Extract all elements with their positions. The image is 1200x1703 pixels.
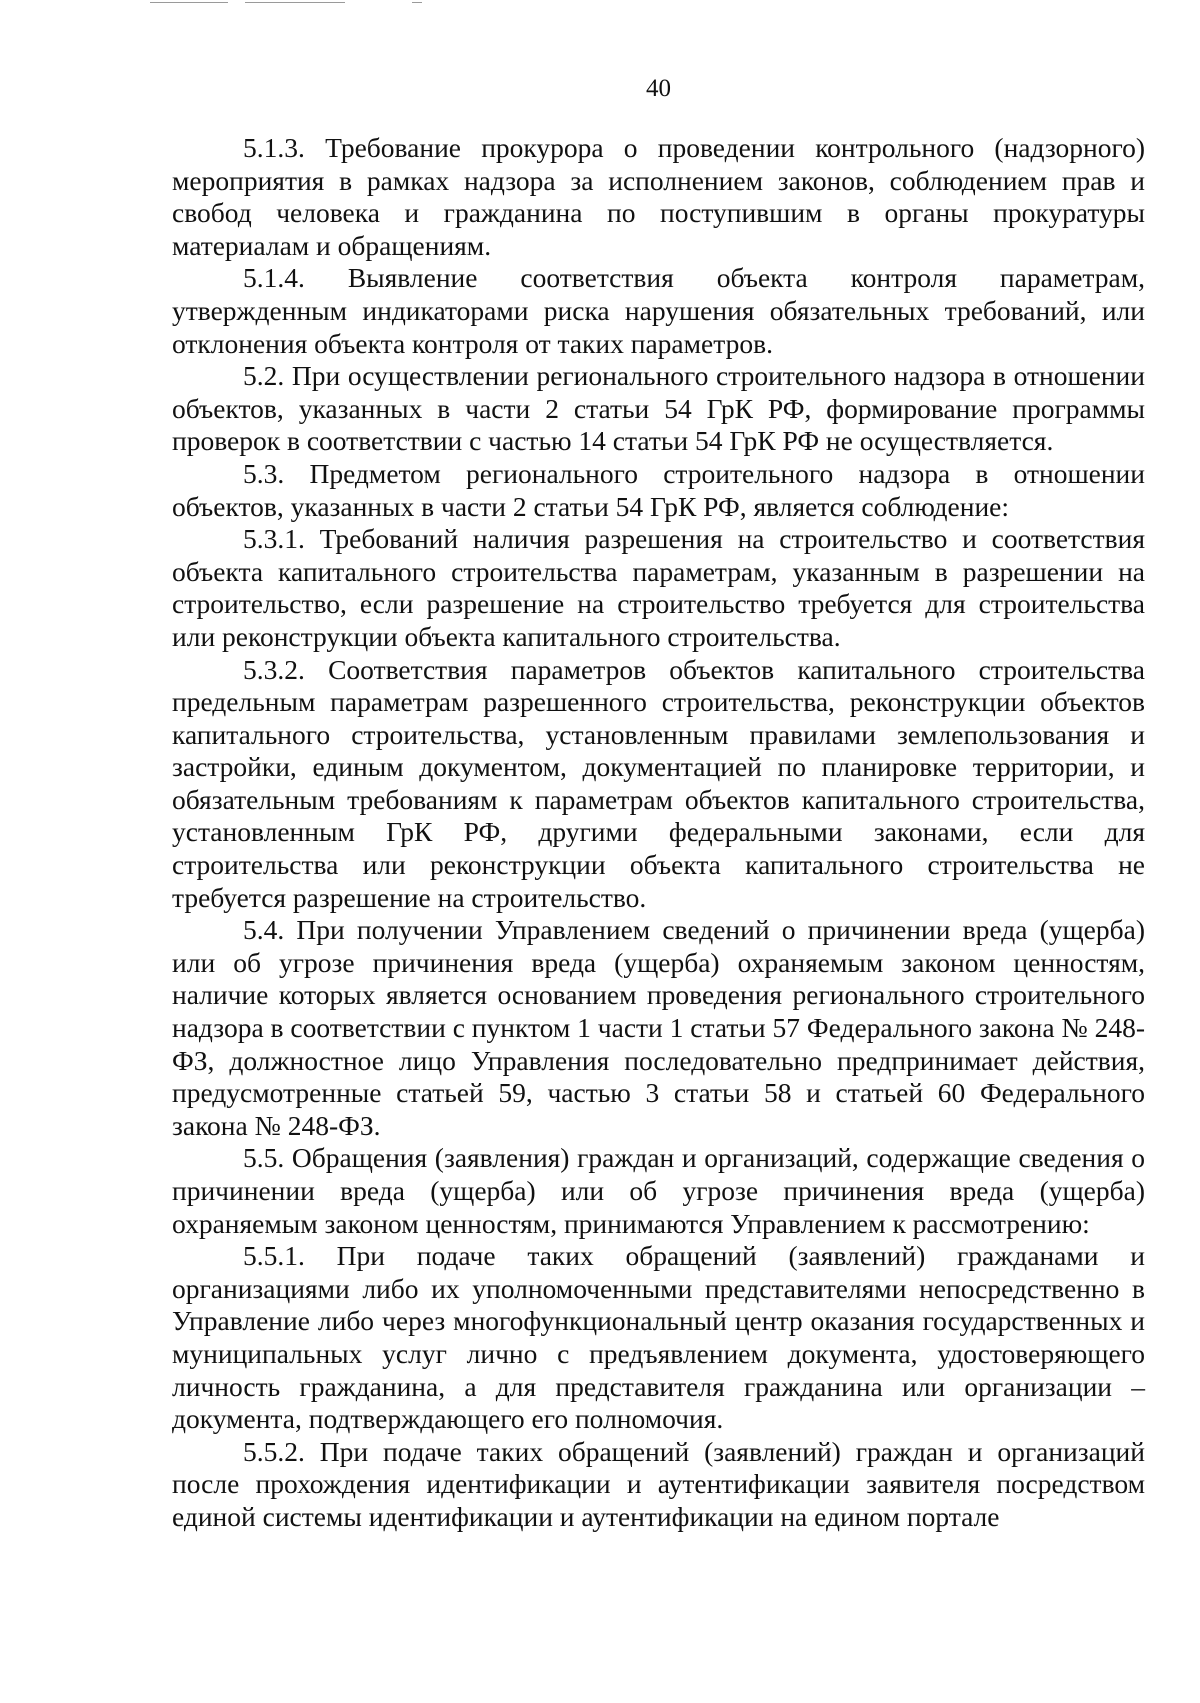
paragraph-5-5-2: 5.5.2. При подаче таких обращений (заявлений) граждан и организаций после прохождения идентификации и аутентификации заявителя посредством единой системы идентификации и аутентификации на едином портале [172, 1435, 1145, 1532]
paragraph-5-3-2: 5.3.2. Соответствия параметров объектов капитального строительства предельным параметрам разрешенного строительства, реконструкции объектов капитального строительства, установленным правилами землепользования и застройки, единым документом, документацией по планировке территории, и обязательным требованиям к параметрам объектов капитального строительства, установленным ГрК РФ, другими федеральными законами, если для строительства или реконструкции объекта капитального строительства не требуется разрешение на строительство. [172, 653, 1145, 913]
scan-artifact-line [150, 2, 228, 3]
scan-artifact-line [245, 2, 345, 3]
paragraph-5-1-3: 5.1.3. Требование прокурора о проведении контрольного (надзорного) мероприятия в рамках надзора за исполнением законов, соблюдением прав и свобод человека и гражданина по поступившим в органы прокуратуры материалам и обращениям. [172, 132, 1145, 261]
paragraph-5-2: 5.2. При осуществлении регионального строительного надзора в отношении объектов, указанных в части 2 статьи 54 ГрК РФ, формирование программы проверок в соответствии с частью 14 статьи 54 ГрК РФ не осуществляется. [172, 360, 1145, 457]
paragraph-5-4: 5.4. При получении Управлением сведений о причинении вреда (ущерба) или об угрозе причинения вреда (ущерба) охраняемым законом ценностям, наличие которых является основанием проведения регионального строительного надзора в соответствии с пунктом 1 части 1 статьи 57 Федерального закона № 248-ФЗ, должностное лицо Управления последовательно предпринимает действия, предусмотренные статьей 59, частью 3 статьи 58 и статьей 60 Федерального закона № 248-ФЗ. [172, 914, 1145, 1141]
paragraph-5-3-1: 5.3.1. Требований наличия разрешения на строительство и соответствия объекта капитального строительства параметрам, указанным в разрешении на строительство, если разрешение на строительство требуется для строительства или реконструкции объекта капитального строительства. [172, 523, 1145, 652]
paragraph-5-3: 5.3. Предметом регионального строительного надзора в отношении объектов, указанных в части 2 статьи 54 ГрК РФ, является соблюдение: [172, 457, 1145, 522]
page-number: 40 [646, 75, 671, 102]
document-body [172, 132, 1145, 1534]
paragraph-5-5-1: 5.5.1. При подаче таких обращений (заявлений) гражданами и организациями либо их уполномоченными представителями непосредственно в Управление либо через многофункциональный центр оказания государственных и муниципальных услуг лично с предъявлением документа, удостоверяющего личность гражданина, а для представителя гражданина или организации – документа, подтверждающего его полномочия. [172, 1240, 1145, 1435]
paragraph-5-1-4: 5.1.4. Выявление соответствия объекта контроля параметрам, утвержденным индикаторами риска нарушения обязательных требований, или отклонения объекта контроля от таких параметров. [172, 262, 1145, 359]
scan-artifact-line [412, 2, 422, 3]
paragraph-5-5: 5.5. Обращения (заявления) граждан и организаций, содержащие сведения о причинении вреда (ущерба) или об угрозе причинения вреда (ущерба) охраняемым законом ценностям, принимаются Управлением к рассмотрению: [172, 1142, 1145, 1239]
